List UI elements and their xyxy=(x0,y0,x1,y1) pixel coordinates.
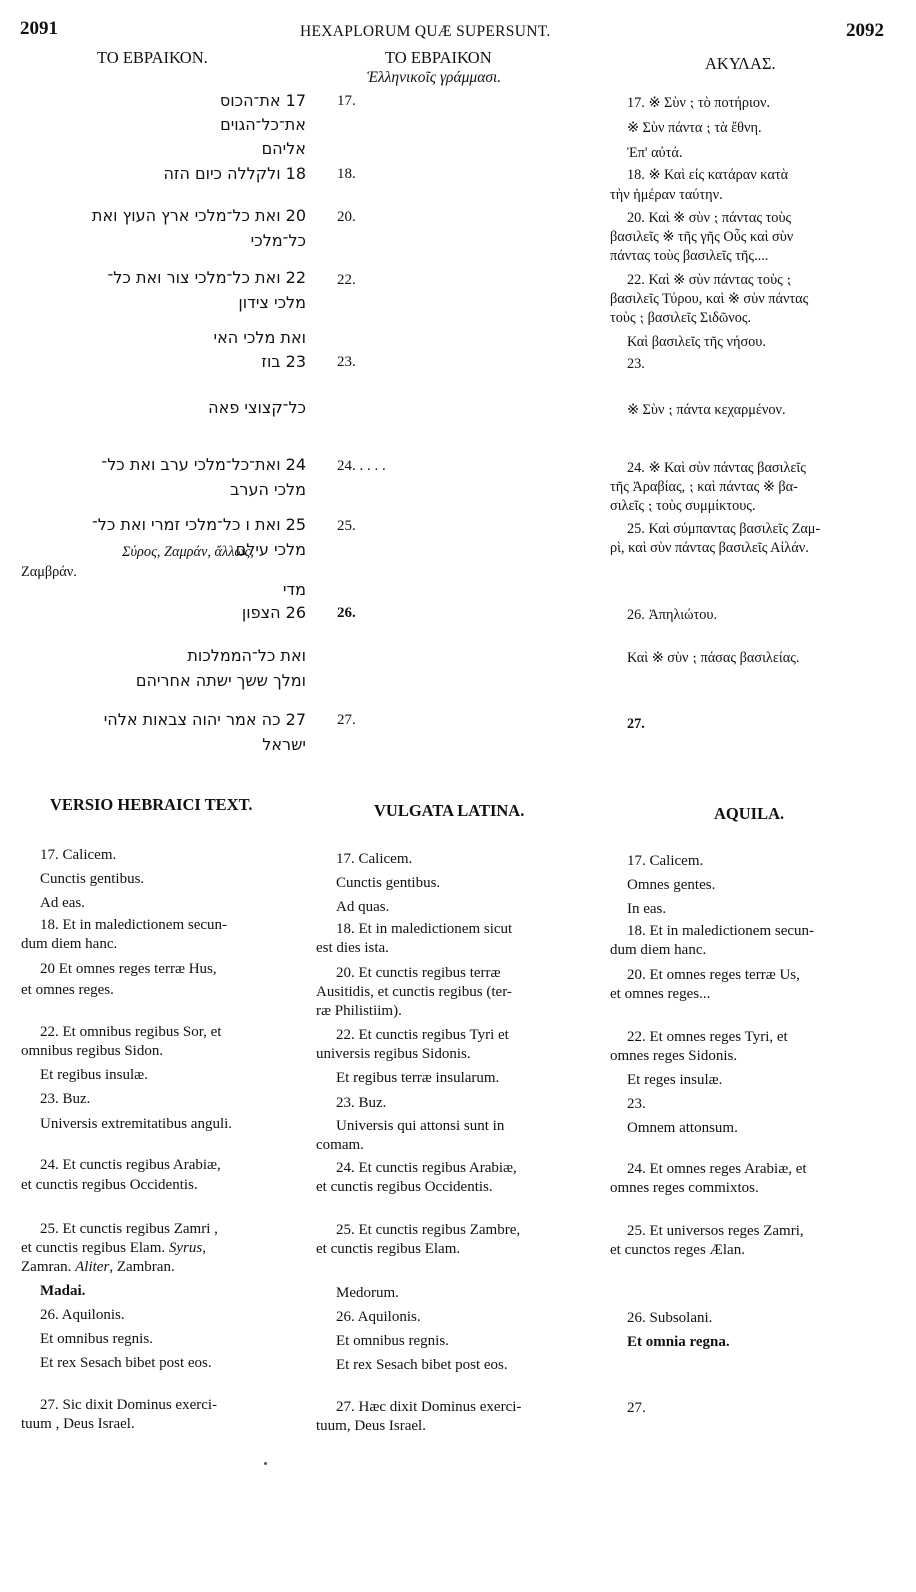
vulgata-line: 23. Buz. xyxy=(336,1095,387,1111)
versio-line: et omnes reges. xyxy=(21,982,114,998)
aquila-greek-line: 18. ※ Καὶ εἰς κατάραν κατὰ xyxy=(627,167,789,183)
ink-speck xyxy=(264,1462,267,1465)
versio-line: Ad eas. xyxy=(40,895,85,911)
vulgata-line: Et omnibus regnis. xyxy=(336,1333,449,1349)
header-hebrew: ΤΟ ΕΒΡΑΙΚΟΝ. xyxy=(97,48,208,67)
vulgata-line: universis regibus Sidonis. xyxy=(316,1046,471,1062)
vulgata-line: Ad quas. xyxy=(336,899,390,915)
translit-number: 26. xyxy=(337,605,356,621)
aquila-latin-line: dum diem hanc. xyxy=(610,942,707,958)
versio-line: Et regibus insulæ. xyxy=(40,1067,148,1083)
hebrew-line: ומלך ששך ישתה אחריהם xyxy=(135,671,306,690)
hebrew-line: 20 ואת כל־מלכי ארץ העוץ ואת xyxy=(91,206,306,225)
hebrew-line: 17 את־הכוס xyxy=(219,91,306,110)
hebrew-note-2: Ζαμβράν. xyxy=(21,564,77,580)
vulgata-line: 27. Hæc dixit Dominus exerci- xyxy=(336,1399,522,1415)
aquila-latin-line: et cunctos reges Ælan. xyxy=(610,1242,745,1258)
aquila-latin-line: Et reges insulæ. xyxy=(627,1072,723,1088)
hebrew-line: 24 ואת־כל־מלכי ערב ואת כל־ xyxy=(101,455,306,474)
aquila-latin-line: 20. Et omnes reges terræ Us, xyxy=(627,967,800,983)
aquila-latin-line: In eas. xyxy=(627,901,667,917)
aquila-latin-line: 22. Et omnes reges Tyri, et xyxy=(627,1029,788,1045)
aquila-greek-line: ※ Σὺν πάντα ⁏ τὰ ἔθνη. xyxy=(627,120,762,136)
hebrew-line: 25 ואת ו כל־מלכי זמרי ואת כל־ xyxy=(91,515,306,534)
aquila-latin-line: 18. Et in maledictionem secun- xyxy=(627,923,815,939)
versio-line: Et rex Sesach bibet post eos. xyxy=(40,1355,212,1371)
hebrew-line: מדי xyxy=(282,580,306,599)
versio-line: omnibus regibus Sidon. xyxy=(21,1043,164,1059)
aquila-greek-line: ※ Σὺν ⁏ πάντα κεχαρμένον. xyxy=(627,402,786,418)
aquila-latin-line: omnes reges commixtos. xyxy=(610,1180,759,1196)
vulgata-line: Universis qui attonsi sunt in xyxy=(336,1118,505,1134)
versio-line: tuum , Deus Israel. xyxy=(21,1416,135,1432)
header-versio: VERSIO HEBRAICI TEXT. xyxy=(50,795,253,814)
versio-line: 20 Et omnes reges terræ Hus, xyxy=(40,961,217,977)
aquila-latin-line: 26. Subsolani. xyxy=(627,1310,713,1326)
versio-line: 24. Et cunctis regibus Arabiæ, xyxy=(40,1157,221,1173)
hebrew-line: ואת מלכי האי xyxy=(213,328,306,347)
aquila-greek-line: Καὶ ※ σὺν ⁏ πάσας βασιλείας. xyxy=(627,650,800,666)
aquila-latin-line: 17. Calicem. xyxy=(627,853,704,869)
versio-line: Madai. xyxy=(40,1283,86,1299)
versio-line: 23. Buz. xyxy=(40,1091,91,1107)
hebrew-line: מלכי צידון xyxy=(238,293,306,312)
hebrew-line: 26 הצפון xyxy=(241,603,306,622)
versio-line: 26. Aquilonis. xyxy=(40,1307,125,1323)
versio-line: 27. Sic dixit Dominus exerci- xyxy=(40,1397,218,1413)
aquila-greek-line: βασιλεῖς ※ τῆς γῆς Οὖς καὶ σὺν xyxy=(610,229,794,245)
aquila-latin-line: et omnes reges... xyxy=(610,986,711,1002)
vulgata-line: 18. Et in maledictionem sicut xyxy=(336,921,513,937)
hebrew-line: כל־קצוצי פאה xyxy=(208,398,306,417)
hebrew-line: מלכי הערב xyxy=(230,480,306,499)
aquila-greek-line: σιλεῖς ⁏ τοὺς συμμίκτους. xyxy=(610,498,756,514)
aquila-greek-line: 20. Καὶ ※ σὺν ⁏ πάντας τοὺς xyxy=(627,210,792,226)
aquila-latin-line: Omnem attonsum. xyxy=(627,1120,738,1136)
vulgata-line: 22. Et cunctis regibus Tyri et xyxy=(336,1027,509,1043)
translit-number: 20. xyxy=(337,209,356,225)
versio-line-25c: Zamran. Aliter, Zambran. xyxy=(21,1259,175,1275)
running-title: HEXAPLORUM QUÆ SUPERSUNT. xyxy=(300,23,551,40)
vulgata-line: 20. Et cunctis regibus terræ xyxy=(336,965,501,981)
vulgata-line: Ausitidis, et cunctis regibus (ter- xyxy=(316,984,512,1000)
aquila-greek-line: 24. ※ Καὶ σὺν πάντας βασιλεῖς xyxy=(627,460,806,476)
aquila-greek-line: 22. Καὶ ※ σὺν πάντας τοὺς ⁏ xyxy=(627,272,792,288)
vulgata-line: est dies ista. xyxy=(316,940,389,956)
aquila-greek-line: 17. ※ Σὺν ⁏ τὸ ποτήριον. xyxy=(627,95,771,111)
vulgata-line: Et rex Sesach bibet post eos. xyxy=(336,1357,508,1373)
vulgata-line: tuum, Deus Israel. xyxy=(316,1418,426,1434)
aquila-greek-line: 25. Καὶ σύμπαντας βασιλεῖς Ζαμ- xyxy=(627,521,821,537)
vulgata-line: ræ Philistiim). xyxy=(316,1003,402,1019)
hebrew-line: אליהם xyxy=(261,139,306,158)
hebrew-line: מלכי עילם xyxy=(235,540,306,559)
aquila-greek-line: Ἐπ' αὐτά. xyxy=(627,145,683,161)
hebrew-line: ישראל xyxy=(262,735,306,754)
versio-line: 17. Calicem. xyxy=(40,847,117,863)
versio-line: 22. Et omnibus regibus Sor, et xyxy=(40,1024,222,1040)
translit-number: 17. xyxy=(337,93,356,109)
translit-number: 23. xyxy=(337,354,356,370)
hebrew-note: Σύρος, Ζαμράν, ἄλλως, xyxy=(122,544,254,560)
aquila-greek-line: Καὶ βασιλεῖς τῆς νήσου. xyxy=(627,334,766,350)
hebrew-line: 18 ולקללה כיום הזה xyxy=(163,164,306,183)
versio-line-25b: et cunctis regibus Elam. Syrus, xyxy=(21,1240,206,1256)
aquila-latin-line: Omnes gentes. xyxy=(627,877,716,893)
translit-number: 25. xyxy=(337,518,356,534)
hebrew-line: 23 בוז xyxy=(261,352,306,371)
vulgata-line: 24. Et cunctis regibus Arabiæ, xyxy=(336,1160,517,1176)
aquila-greek-line: βασιλεῖς Τύρου, καὶ ※ σὺν πάντας xyxy=(610,291,809,307)
translit-number: 18. xyxy=(337,166,356,182)
versio-line: Cunctis gentibus. xyxy=(40,871,145,887)
aquila-greek-line: 26. Ἀπηλιώτου. xyxy=(627,607,718,623)
aquila-latin-line: 23. xyxy=(627,1096,646,1112)
vulgata-line: et cunctis regibus Elam. xyxy=(316,1241,461,1257)
page-number-right: 2092 xyxy=(846,20,884,41)
hebrew-line: את־כל־הגוים xyxy=(220,115,306,134)
vulgata-line: Et regibus terræ insularum. xyxy=(336,1070,500,1086)
aquila-greek-line: ρὶ, καὶ σὺν πάντας βασιλεῖς Αἰλάν. xyxy=(610,540,809,556)
versio-line: 18. Et in maledictionem secun- xyxy=(40,917,228,933)
versio-line: Et omnibus regnis. xyxy=(40,1331,153,1347)
hebrew-line: ואת כל־הממלכות xyxy=(187,646,306,665)
aquila-greek-line: 27. xyxy=(627,716,645,732)
aquila-latin-line: 24. Et omnes reges Arabiæ, et xyxy=(627,1161,807,1177)
hebrew-line: 27 כה אמר יהוה צבאות אלהי xyxy=(103,710,306,729)
versio-line: Universis extremitatibus anguli. xyxy=(40,1116,233,1132)
hebrew-line: 22 ואת כל־מלכי צור ואת כל־ xyxy=(107,268,306,287)
vulgata-line: Cunctis gentibus. xyxy=(336,875,441,891)
vulgata-line: 25. Et cunctis regibus Zambre, xyxy=(336,1222,521,1238)
header-aquila: ΑΚΥΛΑΣ. xyxy=(705,54,776,73)
header-vulgata: VULGATA LATINA. xyxy=(374,801,525,820)
page-number-left: 2091 xyxy=(20,18,58,39)
aquila-latin-line: 25. Et universos reges Zamri, xyxy=(627,1223,804,1239)
aquila-latin-line: omnes reges Sidonis. xyxy=(610,1048,738,1064)
aquila-greek-line: τοὺς ⁏ βασιλεῖς Σιδῶνος. xyxy=(610,310,752,326)
vulgata-line: 26. Aquilonis. xyxy=(336,1309,421,1325)
versio-line: 25. Et cunctis regibus Zamri , xyxy=(40,1221,218,1237)
vulgata-line: comam. xyxy=(316,1137,364,1153)
versio-line: et cunctis regibus Occidentis. xyxy=(21,1177,198,1193)
translit-number: 27. xyxy=(337,712,356,728)
vulgata-line: 17. Calicem. xyxy=(336,851,413,867)
header-aquila-latin: AQUILA. xyxy=(714,804,785,823)
vulgata-line: Medorum. xyxy=(336,1285,399,1301)
aquila-greek-line: 23. xyxy=(627,356,645,372)
versio-line: dum diem hanc. xyxy=(21,936,118,952)
aquila-latin-line: 27. xyxy=(627,1400,646,1416)
aquila-greek-line: πάντας τοὺς βασιλεῖς τῆς.... xyxy=(610,248,769,264)
aquila-greek-line: τὴν ἡμέραν ταύτην. xyxy=(610,187,723,203)
aquila-latin-line: Et omnia regna. xyxy=(627,1334,730,1350)
hebrew-line: כל־מלכי xyxy=(250,231,306,250)
translit-number: 24. . . . . xyxy=(337,458,386,474)
vulgata-line: et cunctis regibus Occidentis. xyxy=(316,1179,493,1195)
aquila-greek-line: τῆς Ἀραβίας, ⁏ καὶ πάντας ※ βα- xyxy=(610,479,798,495)
header-translit-sub: Ἑλληνικοῖς γράμμασι. xyxy=(367,69,502,86)
translit-number: 22. xyxy=(337,272,356,288)
header-translit: ΤΟ ΕΒΡΑΙΚΟΝ xyxy=(385,48,492,67)
